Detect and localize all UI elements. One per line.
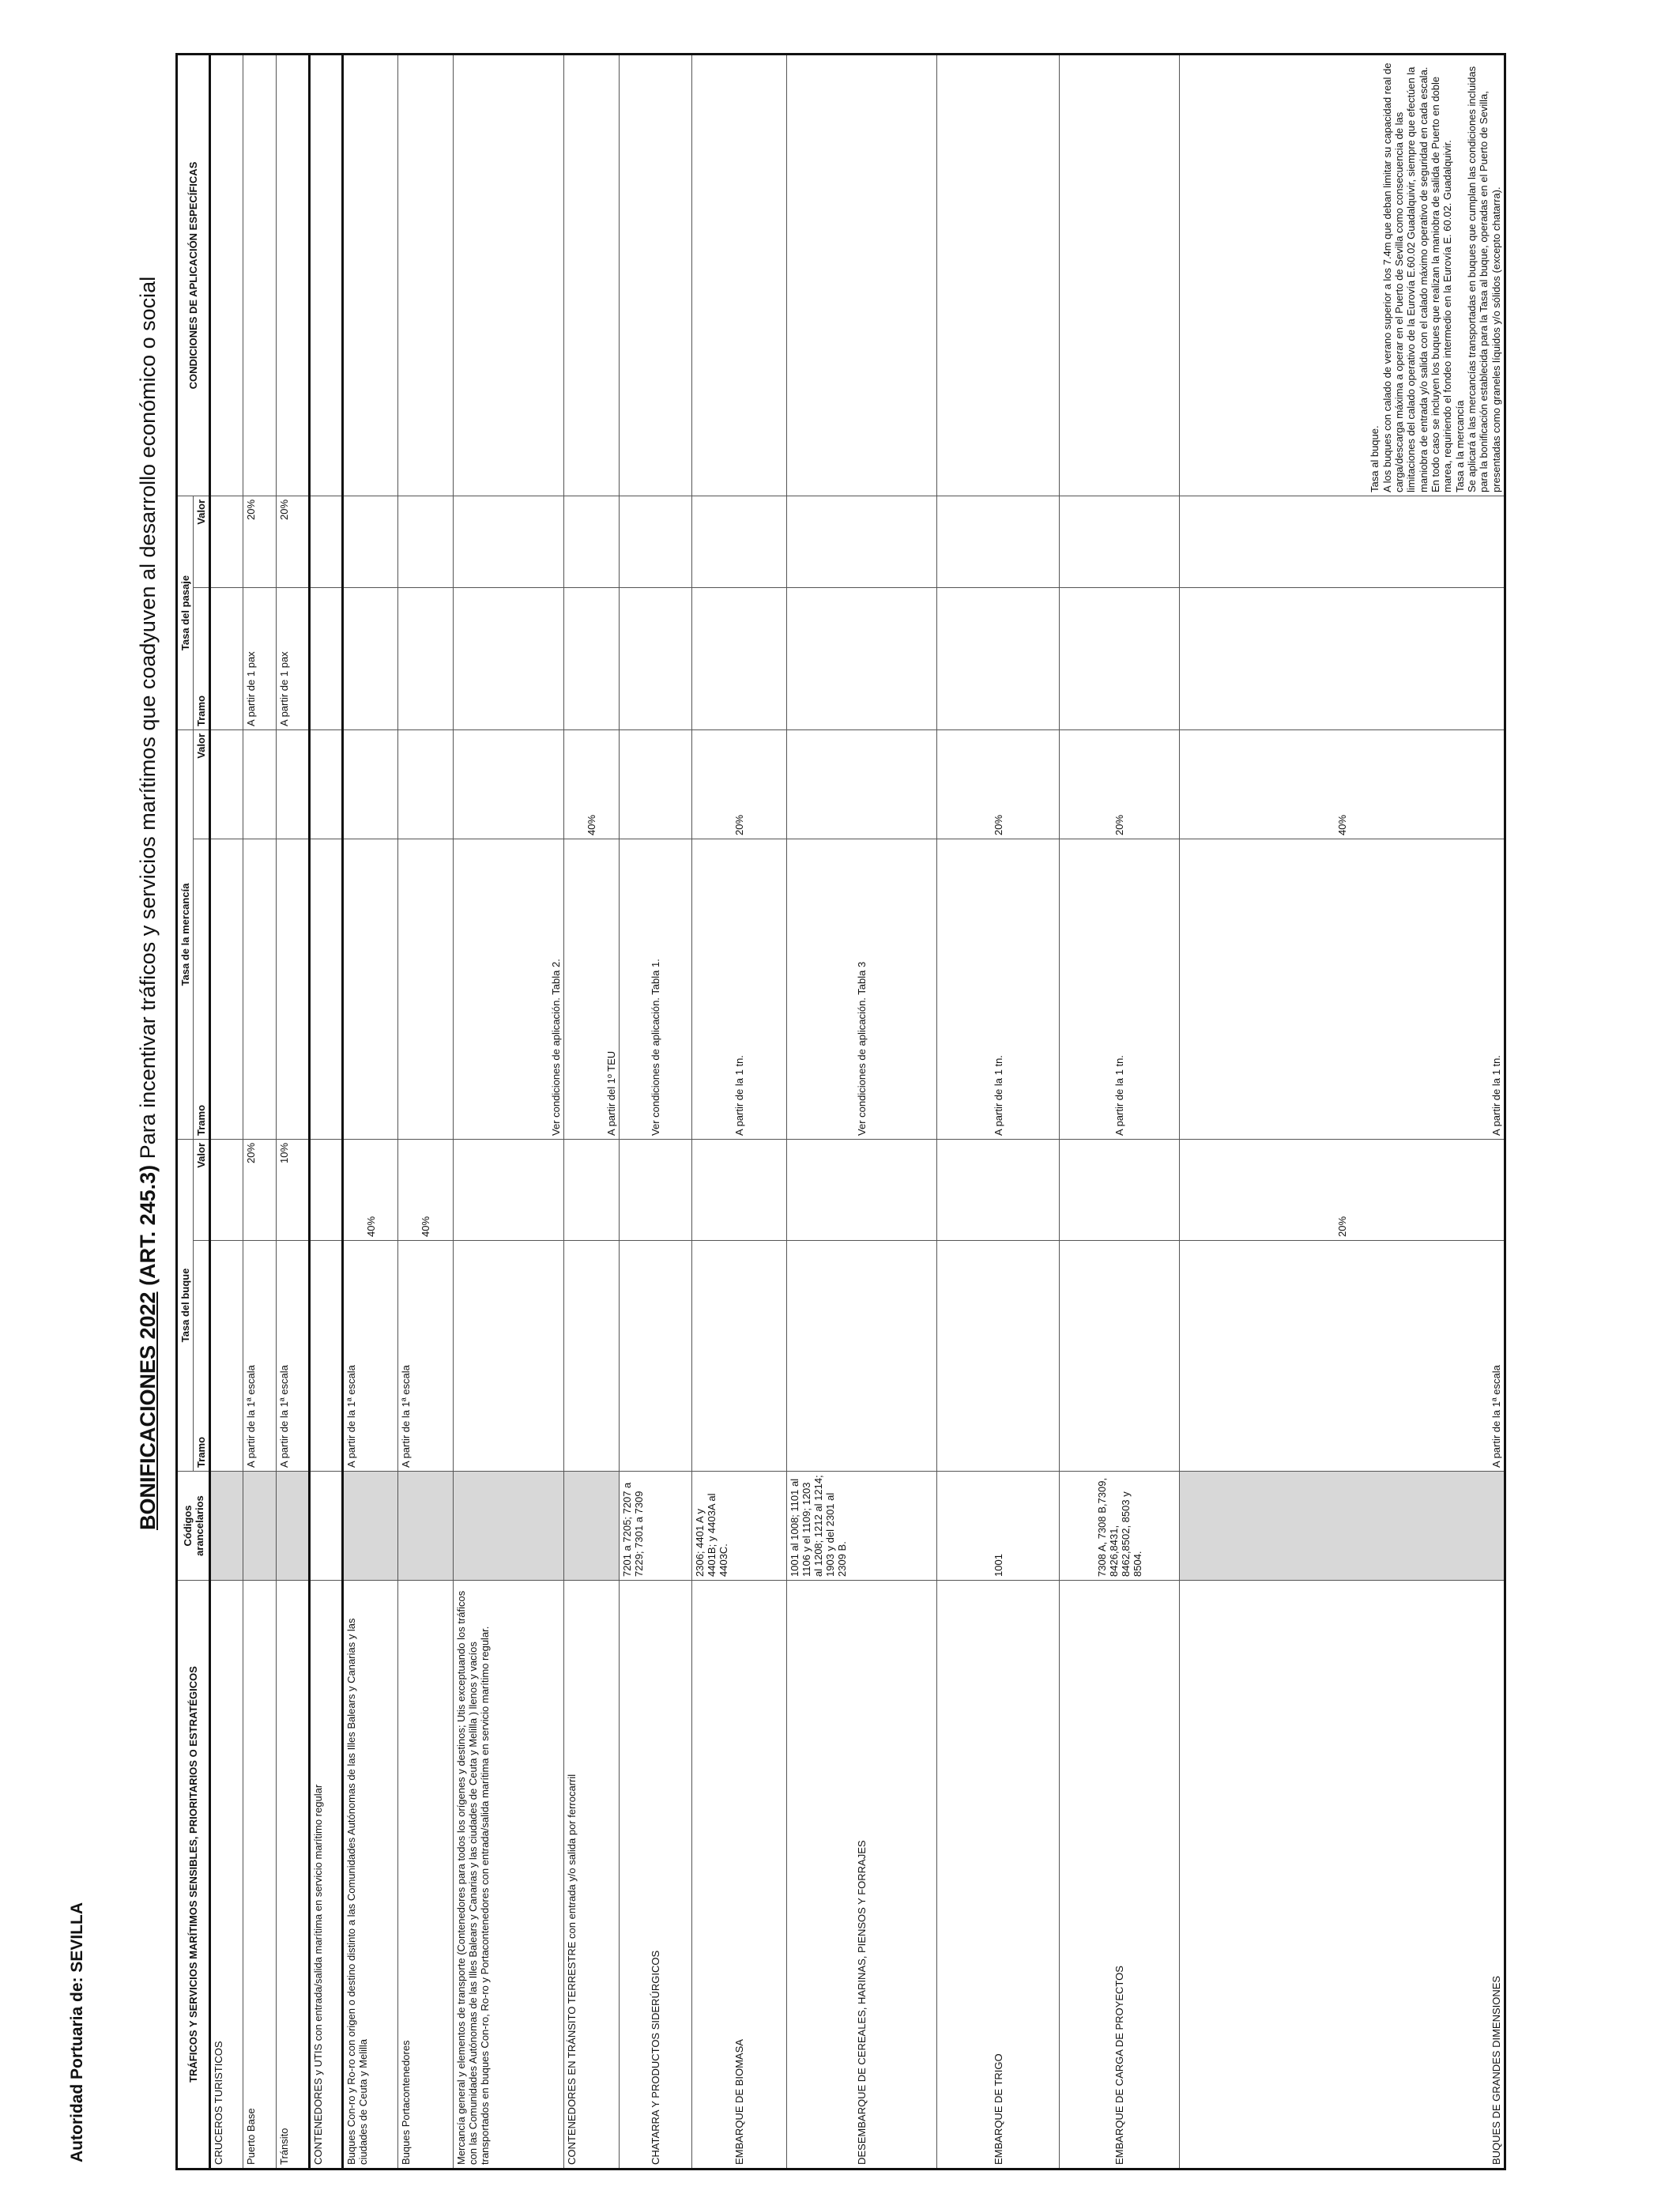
subheader-pasaje-valor: Valor	[194, 496, 210, 587]
table-row	[564, 54, 620, 2169]
mercancia-tramo: A partir de la 1 tn.	[692, 839, 787, 1139]
table-row	[620, 54, 692, 2169]
table-row	[692, 54, 787, 2169]
row-name: EMBARQUE DE BIOMASA	[692, 1581, 787, 2169]
buque-valor: 40%	[343, 1139, 398, 1240]
codigos-arancelarios: 7201 a 7205; 7207 a 7229; 7301 a 7309	[620, 1472, 692, 1581]
mercancia-valor: 40%	[1180, 729, 1505, 839]
table-row	[398, 54, 454, 2169]
table-row	[1180, 54, 1505, 2169]
mercancia-tramo: A partir de la 1 tn.	[937, 839, 1060, 1139]
table-row	[243, 54, 277, 2169]
table-row	[277, 54, 310, 2169]
row-name: CONTENEDORES y UTIS con entrada/salida marítima en servicio marítimo regular	[310, 1581, 343, 2169]
pasaje-tramo: A partir de 1 pax	[243, 587, 277, 729]
col-header-tasa-mercancia: Tasa de la mercancía	[177, 729, 194, 1139]
buque-valor: 20%	[243, 1139, 277, 1240]
subheader-buque-valor: Valor	[194, 1139, 210, 1240]
table-row	[210, 54, 243, 2169]
document-title	[136, 277, 160, 1530]
subheader-pasaje-tramo: Tramo	[194, 587, 210, 729]
codigos-arancelarios: 1001	[937, 1472, 1060, 1581]
row-name: EMBARQUE DE TRIGO	[937, 1581, 1060, 2169]
row-name: CONTENEDORES EN TRÁNSITO TERRESTRE con entrada y/o salida por ferrocarril	[564, 1581, 620, 2169]
row-name: DESEMBARQUE DE CEREALES, HARINAS, PIENSOS Y FORRAJES	[787, 1581, 937, 2169]
col-header-condiciones: CONDICIONES DE APLICACIÓN ESPECÍFICAS	[177, 54, 210, 496]
condiciones-text: Tasa al buque. A los buques con calado de verano superior a los 7.4m que deban limitar su capacidad real de carga/descarga máxima a operar en el Puerto de Sevilla como consecuencia de las limitaciones del calado operativo de la Eurovía E.60.02 Guadalquivir, siempre que efectúen la maniobra de entrada y/o salida con el calado máximo operativo de seguridad en cada escala. En todo caso se incluyen los buques que realizan la maniobra de salida de Puerto en doble marea, requiriendo el fondeo intermedio en la Eurovía E. 60.02. Guadalquivir. Tasa a la mercancía Se aplicará a las mercancías transportadas en buques que cumplan las condiciones incluidas para la bonificación establecida para la Tasa al buque, operadas en el Puerto de Sevilla, presentadas como graneles líquidos y/o sólidos (excepto chatarra).	[1180, 54, 1505, 496]
row-name: Buques Con-ro y Ro-ro con origen o destino distinto a las Comunidades Autónomas de las Illes Balears y Canarias y las ciudades de Ceuta y Melilla	[343, 1581, 398, 2169]
mercancia-tramo: Ver condiciones de aplicación. Tabla 1.	[620, 839, 692, 1139]
mercancia-valor: 40%	[564, 729, 620, 839]
table-row	[1060, 54, 1180, 2169]
mercancia-valor: 20%	[692, 729, 787, 839]
codigos-arancelarios: 1001 al 1008; 1101 al 1106 y el 1109; 1203 al 1208; 1212 al 1214; 1903 y del 2301 al 2309 B.	[787, 1472, 937, 1581]
table-row	[343, 54, 398, 2169]
buque-valor: 20%	[1180, 1139, 1505, 1240]
title-rest: Para incentivar tráficos y servicios marítimos que coadyuven al desarrollo económico o social	[136, 276, 160, 1159]
col-header-codigos: Códigos arancelarios	[177, 1472, 210, 1581]
mercancia-valor: 20%	[1060, 729, 1180, 839]
pasaje-tramo: A partir de 1 pax	[277, 587, 310, 729]
pasaje-valor: 20%	[243, 496, 277, 587]
col-header-tasa-buque: Tasa del buque	[177, 1139, 194, 1471]
row-name: Tránsito	[277, 1581, 310, 2169]
buque-valor: 40%	[398, 1139, 454, 1240]
title-prefix: BONIFICACIONES 2022	[136, 1291, 160, 1530]
row-name: BUQUES DE GRANDES DIMENSIONES	[1180, 1581, 1505, 2169]
mercancia-tramo: A partir del 1º TEU	[564, 839, 620, 1139]
row-name: Puerto Base	[243, 1581, 277, 2169]
row-name: Mercancía general y elementos de transporte (Contenedores para todos los orígenes y destinos; Utis exceptuando los tráficos con las Comunidades Autónomas de las Illes Balears y Canarias y las ciudades de Ceuta y Melilla ) llenos y vacíos transportados en buques Con-ro, Ro-ro y Portacontenedores con entrada/salida marítima en servicio marítimo regular.	[454, 1581, 564, 2169]
buque-tramo: A partir de la 1ª escala	[398, 1241, 454, 1472]
subheader-mercancia-tramo: Tramo	[194, 839, 210, 1139]
table-row	[454, 54, 564, 2169]
table-row	[310, 54, 343, 2169]
buque-tramo: A partir de la 1ª escala	[343, 1241, 398, 1472]
row-name: CHATARRA Y PRODUCTOS SIDERÚRGICOS	[620, 1581, 692, 2169]
subheader-buque-tramo: Tramo	[194, 1241, 210, 1472]
port-authority-label: Autoridad Portuaria de: SEVILLA	[68, 1902, 86, 2162]
table-row	[787, 54, 937, 2169]
col-header-tasa-pasaje: Tasa del pasaje	[177, 496, 194, 729]
subheader-mercancia-valor: Valor	[194, 729, 210, 839]
codigos-arancelarios: 2306; 4401 A y 4401B; y 4403A al 4403C.	[692, 1472, 787, 1581]
row-name: CRUCEROS TURISTICOS	[210, 1581, 243, 2169]
mercancia-tramo: A partir de la 1 tn.	[1180, 839, 1505, 1139]
mercancia-valor: 20%	[937, 729, 1060, 839]
mercancia-tramo: A partir de la 1 tn.	[1060, 839, 1180, 1139]
row-name: Buques Portacontenedores	[398, 1581, 454, 2169]
col-header-traficos: TRÁFICOS Y SERVICIOS MARÍTIMOS SENSIBLES, PRIORITARIOS O ESTRATÉGICOS	[177, 1581, 210, 2169]
bonificaciones-table	[175, 53, 1506, 2170]
buque-tramo: A partir de la 1ª escala	[277, 1241, 310, 1472]
pasaje-valor: 20%	[277, 496, 310, 587]
codigos-arancelarios: 7308 A, 7308 B,7309, 8426,8431, 8462,8502, 8503 y 8504.	[1060, 1472, 1180, 1581]
buque-valor: 10%	[277, 1139, 310, 1240]
buque-tramo: A partir de la 1ª escala	[243, 1241, 277, 1472]
buque-tramo: A partir de la 1ª escala	[1180, 1241, 1505, 1472]
title-article: (ART. 245.3)	[136, 1164, 160, 1286]
row-name: EMBARQUE DE CARGA DE PROYECTOS	[1060, 1581, 1180, 2169]
mercancia-tramo: Ver condiciones de aplicación. Tabla 3	[787, 839, 937, 1139]
table-row	[937, 54, 1060, 2169]
mercancia-tramo: Ver condiciones de aplicación. Tabla 2.	[454, 839, 564, 1139]
